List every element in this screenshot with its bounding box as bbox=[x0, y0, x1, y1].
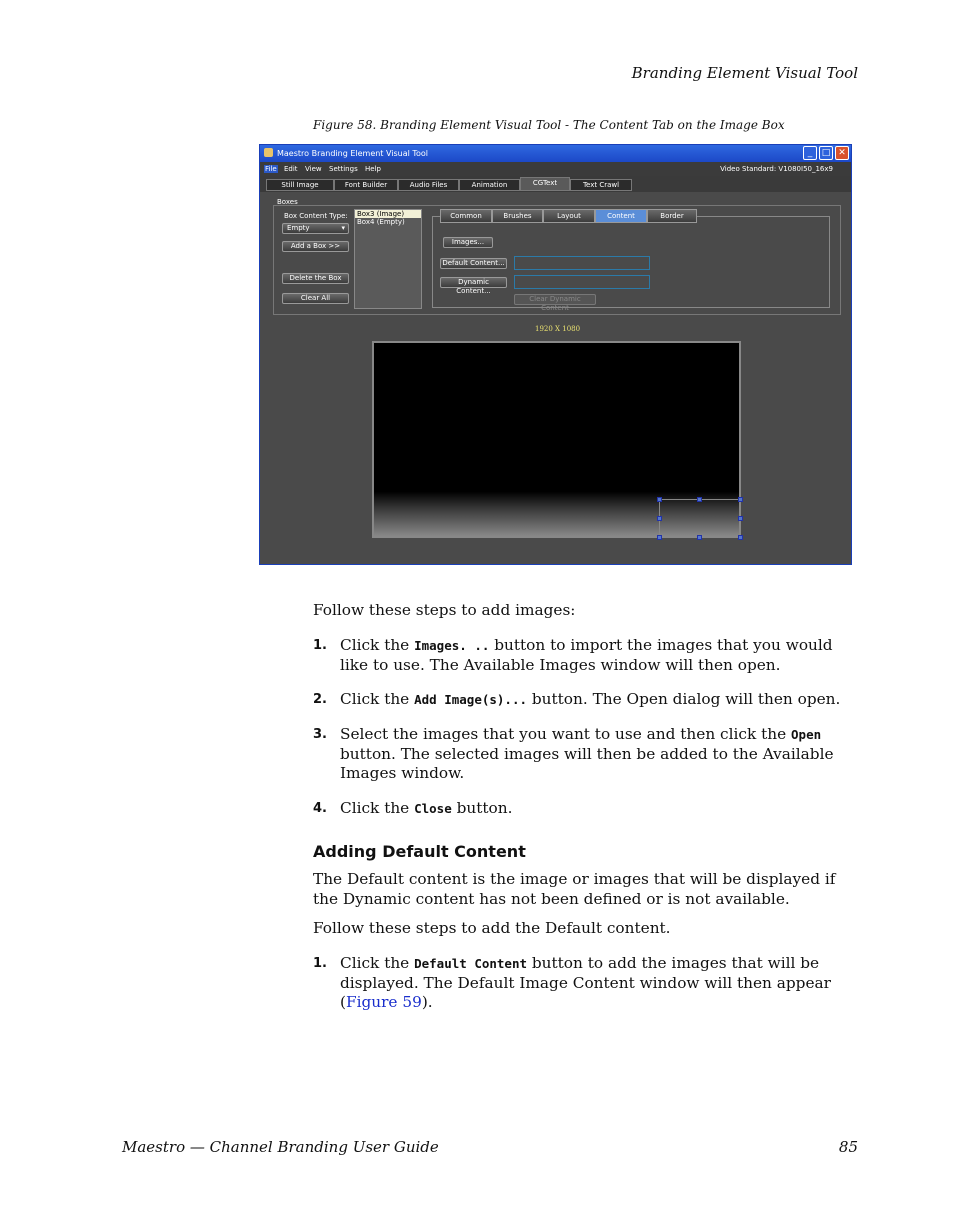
images-button[interactable]: Images... bbox=[443, 237, 493, 248]
step-text: Click the Add Image(s)... button. The Open dialog will then open. bbox=[340, 690, 841, 708]
step-number: 3. bbox=[313, 727, 327, 742]
minimize-icon[interactable]: _ bbox=[803, 146, 817, 160]
resize-handle[interactable] bbox=[657, 497, 662, 502]
boxes-label: Boxes bbox=[277, 198, 298, 206]
tab-cgtext[interactable]: CGText bbox=[520, 177, 570, 191]
list-item[interactable]: Box3 (Image) bbox=[355, 210, 421, 218]
box-content-type-label: Box Content Type: bbox=[284, 212, 348, 220]
preview-canvas[interactable] bbox=[372, 341, 741, 538]
resolution-label: 1920 X 1080 bbox=[535, 325, 581, 333]
add-box-button[interactable]: Add a Box >> bbox=[282, 241, 349, 252]
tab-audio-files[interactable]: Audio Files bbox=[398, 179, 459, 191]
dynamic-content-field[interactable] bbox=[514, 275, 650, 289]
title-bar bbox=[260, 145, 851, 162]
footer-title: Maestro — Channel Branding User Guide bbox=[122, 1138, 439, 1156]
clear-all-button[interactable]: Clear All bbox=[282, 293, 349, 304]
ui-term: Default Content bbox=[414, 956, 527, 971]
subtab-layout[interactable]: Layout bbox=[543, 209, 595, 223]
ui-term: Close bbox=[414, 801, 452, 816]
list-item[interactable]: Box4 (Empty) bbox=[357, 218, 405, 226]
step-text: Select the images that you want to use and then click the Open button. The selected images will then be added to the Available Images window. bbox=[340, 725, 834, 782]
resize-handle[interactable] bbox=[738, 516, 743, 521]
step-text: Click the Images. .. button to import the images that you would like to use. The Available Images window will then open. bbox=[340, 636, 833, 674]
tab-text-crawl[interactable]: Text Crawl bbox=[570, 179, 632, 191]
app-window bbox=[259, 144, 852, 565]
box-list[interactable] bbox=[354, 209, 422, 309]
section-heading: Adding Default Content bbox=[313, 842, 526, 861]
default-content-button[interactable]: Default Content... bbox=[440, 258, 507, 269]
box-content-type-value: Empty bbox=[287, 224, 310, 232]
menu-settings[interactable]: Settings bbox=[329, 165, 358, 173]
selected-image-box[interactable] bbox=[659, 499, 741, 537]
dynamic-content-button[interactable]: Dynamic Content... bbox=[440, 277, 507, 288]
ui-term: Open bbox=[791, 727, 822, 742]
menu-file[interactable]: File bbox=[265, 165, 277, 173]
close-icon[interactable]: ✕ bbox=[835, 146, 849, 160]
tab-still-image[interactable]: Still Image bbox=[266, 179, 334, 191]
chevron-down-icon: ▾ bbox=[341, 224, 345, 232]
figure-link[interactable]: Figure 59 bbox=[345, 993, 422, 1011]
step-number: 2. bbox=[313, 692, 327, 707]
app-icon bbox=[264, 148, 273, 157]
tab-font-builder[interactable]: Font Builder bbox=[334, 179, 398, 191]
intro-paragraph: Follow these steps to add images: bbox=[313, 601, 576, 619]
page-number: 85 bbox=[838, 1138, 858, 1156]
delete-box-button[interactable]: Delete the Box bbox=[282, 273, 349, 284]
maximize-icon[interactable]: □ bbox=[819, 146, 833, 160]
resize-handle[interactable] bbox=[738, 497, 743, 502]
paragraph: The Default content is the image or images that will be displayed if the Dynamic content has not been defined or is not available. bbox=[313, 870, 836, 908]
step-number: 1. bbox=[313, 956, 327, 971]
running-header: Branding Element Visual Tool bbox=[631, 64, 858, 82]
step-number: 1. bbox=[313, 638, 327, 653]
clear-dynamic-content-button[interactable]: Clear Dynamic Content bbox=[514, 294, 596, 305]
ui-term: Images. .. bbox=[414, 638, 490, 653]
video-standard: Video Standard: V1080I50_16x9 bbox=[720, 165, 833, 173]
resize-handle[interactable] bbox=[657, 516, 662, 521]
step-text: Click the Default Content button to add the images that will be displayed. The Default Image Content window will then appear (Figure 59). bbox=[340, 954, 831, 1011]
main-tabs bbox=[260, 176, 851, 192]
menu-view[interactable]: View bbox=[305, 165, 322, 173]
figure-caption: Figure 58. Branding Element Visual Tool - The Content Tab on the Image Box bbox=[313, 118, 785, 132]
window-title: Maestro Branding Element Visual Tool bbox=[277, 149, 428, 158]
tab-animation[interactable]: Animation bbox=[459, 179, 520, 191]
box-content-type-select[interactable] bbox=[282, 223, 349, 234]
menu-edit[interactable]: Edit bbox=[284, 165, 298, 173]
menu-bar bbox=[260, 162, 851, 176]
menu-help[interactable]: Help bbox=[365, 165, 381, 173]
subtab-brushes[interactable]: Brushes bbox=[492, 209, 543, 223]
resize-handle[interactable] bbox=[697, 497, 702, 502]
step-number: 4. bbox=[313, 801, 327, 816]
resize-handle[interactable] bbox=[657, 535, 662, 540]
subtab-content[interactable]: Content bbox=[595, 209, 647, 223]
paragraph: Follow these steps to add the Default content. bbox=[313, 919, 671, 937]
subtab-common[interactable]: Common bbox=[440, 209, 492, 223]
default-content-field[interactable] bbox=[514, 256, 650, 270]
ui-term: Add Image(s)... bbox=[414, 692, 527, 707]
resize-handle[interactable] bbox=[738, 535, 743, 540]
step-text: Click the Close button. bbox=[340, 799, 513, 817]
subtab-border[interactable]: Border bbox=[647, 209, 697, 223]
resize-handle[interactable] bbox=[697, 535, 702, 540]
